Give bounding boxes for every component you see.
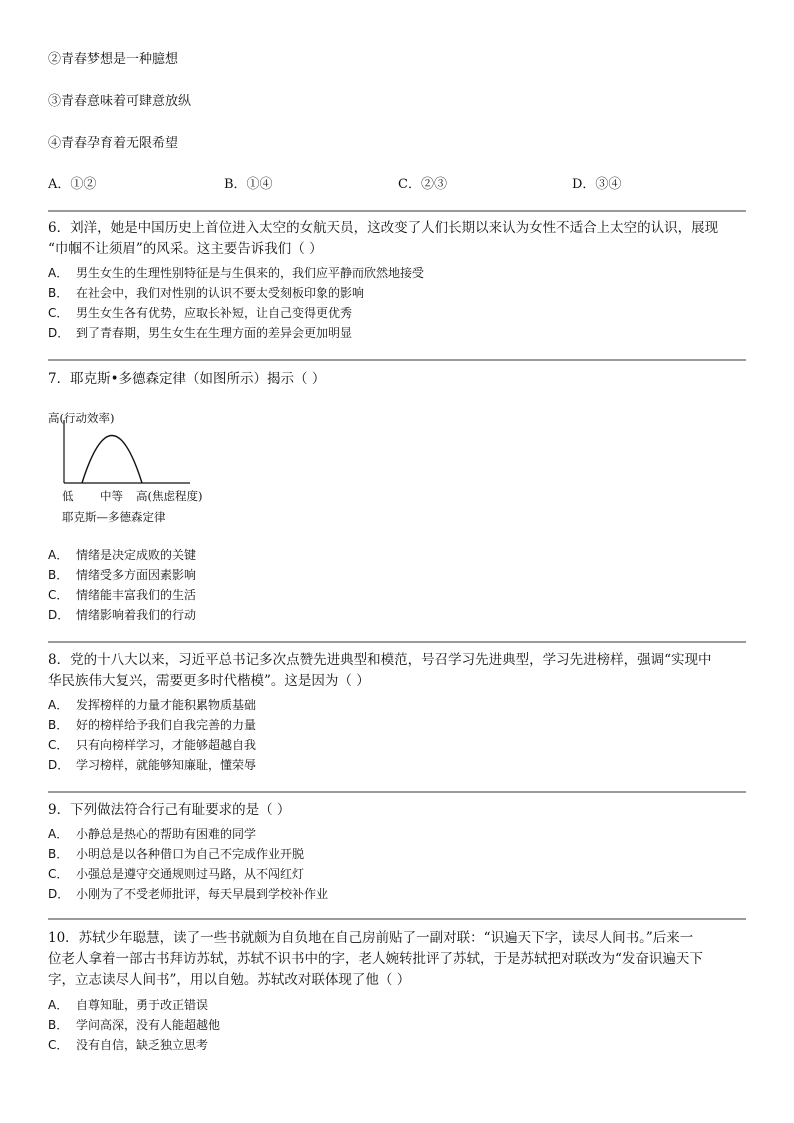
x-axis-mid-label: 中等 bbox=[100, 489, 123, 503]
q9-choice-b[interactable] bbox=[48, 845, 304, 863]
choice-text: 情绪能丰富我们的生活 bbox=[76, 588, 197, 602]
q8-choice-c[interactable] bbox=[48, 736, 256, 754]
choice-label: A． bbox=[48, 548, 69, 562]
divider bbox=[48, 791, 746, 793]
choice-text: 小强总是遵守交通规则过马路，从不闯红灯 bbox=[76, 867, 305, 881]
q6-stem bbox=[48, 218, 748, 260]
q7-choice-c[interactable] bbox=[48, 586, 196, 604]
figure-caption: 耶克斯—多德森定律 bbox=[62, 510, 166, 524]
y-axis-label: 高(行动效率) bbox=[48, 411, 115, 425]
yerkes-dodson-figure bbox=[40, 408, 220, 528]
q8-stem-line-1: 8．党的十八大以来，习近平总书记多次点赞先进典型和模范，号召学习先进典型，学习先进榜样，强调“实现中 bbox=[48, 652, 712, 668]
choice-label: C． bbox=[48, 738, 69, 752]
choice-text: 好的榜样给予我们自我完善的力量 bbox=[76, 718, 257, 732]
choice-text: 自尊知耻，勇于改正错误 bbox=[76, 998, 209, 1012]
x-axis-high-label: 高(焦虑程度) bbox=[136, 489, 203, 503]
x-axis-low-label: 低 bbox=[62, 489, 74, 503]
q5-item-3: ③青春意味着可肆意放纵 bbox=[48, 94, 192, 109]
q10-choice-a[interactable] bbox=[48, 996, 208, 1014]
q10-choice-c[interactable] bbox=[48, 1036, 208, 1054]
choice-label: D． bbox=[48, 758, 70, 772]
q5-option-d[interactable]: D．③④ bbox=[572, 177, 622, 192]
choice-text: 小静总是热心的帮助有困难的同学 bbox=[76, 827, 257, 841]
q7-choice-b[interactable] bbox=[48, 566, 196, 584]
q9-choice-c[interactable] bbox=[48, 865, 304, 883]
divider bbox=[48, 359, 746, 361]
choice-text: 小刚为了不受老师批评，每天早晨到学校补作业 bbox=[76, 887, 329, 901]
q5-option-b[interactable]: B．①④ bbox=[224, 177, 273, 192]
q6-choice-d[interactable] bbox=[48, 324, 352, 342]
q5-item-2: ②青春梦想是一种臆想 bbox=[48, 52, 179, 67]
choice-text: 学习榜样，就能够知廉耻，懂荣辱 bbox=[76, 758, 257, 772]
choice-label: D． bbox=[48, 887, 70, 901]
q6-choice-a[interactable] bbox=[48, 264, 424, 282]
q7-choice-a[interactable] bbox=[48, 546, 196, 564]
q8-choice-d[interactable] bbox=[48, 756, 256, 774]
q8-stem bbox=[48, 650, 748, 692]
choice-label: C． bbox=[48, 306, 69, 320]
choice-text: 男生女生的生理性别特征是与生俱来的，我们应平静而欣然地接受 bbox=[76, 266, 425, 280]
choice-text: 情绪是决定成败的关键 bbox=[76, 548, 197, 562]
q10-stem-line-2: 位老人拿着一部古书拜访苏轼，苏轼不识书中的字，老人婉转批评了苏轼，于是苏轼把对联改为“发奋识遍天下 bbox=[48, 951, 703, 967]
q5-item-4: ④青春孕育着无限希望 bbox=[48, 136, 179, 151]
choice-label: C． bbox=[48, 588, 69, 602]
q7-stem: 7．耶克斯•多德森定律（如图所示）揭示（ ） bbox=[48, 371, 326, 387]
choice-text: 学问高深，没有人能超越他 bbox=[76, 1018, 221, 1032]
q10-stem-line-3: 字，立志读尽人间书”，用以自勉。苏轼改对联体现了他（ ） bbox=[48, 972, 411, 988]
choice-label: A． bbox=[48, 698, 69, 712]
choice-label: C． bbox=[48, 1038, 69, 1052]
choice-label: A． bbox=[48, 266, 69, 280]
choice-label: B． bbox=[48, 718, 69, 732]
q7-choice-d[interactable] bbox=[48, 606, 196, 624]
inverted-u-curve bbox=[82, 436, 142, 484]
choice-label: B． bbox=[48, 568, 69, 582]
choice-label: D． bbox=[48, 326, 70, 340]
choice-label: B． bbox=[48, 286, 69, 300]
choice-label: C． bbox=[48, 867, 69, 881]
divider bbox=[48, 210, 746, 212]
choice-label: A． bbox=[48, 827, 69, 841]
q5-options bbox=[48, 176, 748, 194]
q6-stem-line-1: 6．刘洋，她是中国历史上首位进入太空的女航天员，这改变了人们长期以来认为女性不适合上太空的认识，展现 bbox=[48, 220, 719, 236]
choice-text: 情绪影响着我们的行动 bbox=[76, 608, 197, 622]
choice-label: B． bbox=[48, 847, 69, 861]
q10-stem bbox=[48, 928, 748, 991]
q8-choice-a[interactable] bbox=[48, 696, 256, 714]
q6-choice-b[interactable] bbox=[48, 284, 364, 302]
choice-text: 没有自信，缺乏独立思考 bbox=[76, 1038, 209, 1052]
q9-choice-a[interactable] bbox=[48, 825, 256, 843]
q10-stem-line-1: 10．苏轼少年聪慧，读了一些书就颇为自负地在自己房前贴了一副对联：“识遍天下字，读尽人间书。”后来一 bbox=[48, 930, 694, 946]
q8-choice-b[interactable] bbox=[48, 716, 256, 734]
divider bbox=[48, 641, 746, 643]
q9-choice-d[interactable] bbox=[48, 885, 328, 903]
q5-option-c[interactable]: C．②③ bbox=[398, 177, 447, 192]
choice-label: D． bbox=[48, 608, 70, 622]
choice-label: B． bbox=[48, 1018, 69, 1032]
choice-text: 情绪受多方面因素影响 bbox=[76, 568, 197, 582]
choice-text: 男生女生各有优势，应取长补短，让自己变得更优秀 bbox=[76, 306, 353, 320]
choice-label: A． bbox=[48, 998, 69, 1012]
choice-text: 小明总是以各种借口为自己不完成作业开脱 bbox=[76, 847, 305, 861]
q6-choice-c[interactable] bbox=[48, 304, 352, 322]
choice-text: 到了青春期，男生女生在生理方面的差异会更加明显 bbox=[76, 326, 353, 340]
q9-stem: 9．下列做法符合行己有耻要求的是（ ） bbox=[48, 802, 291, 818]
q10-choice-b[interactable] bbox=[48, 1016, 220, 1034]
q6-stem-line-2: “巾帼不让须眉”的风采。这主要告诉我们（ ） bbox=[48, 241, 323, 257]
divider bbox=[48, 918, 746, 920]
choice-text: 只有向榜样学习，才能够超越自我 bbox=[76, 738, 257, 752]
choice-text: 在社会中，我们对性别的认识不要太受刻板印象的影响 bbox=[76, 286, 365, 300]
q5-option-a[interactable]: A．①② bbox=[48, 177, 97, 192]
choice-text: 发挥榜样的力量才能积累物质基础 bbox=[76, 698, 257, 712]
q8-stem-line-2: 华民族伟大复兴，需要更多时代楷模”。这是因为（ ） bbox=[48, 673, 370, 689]
